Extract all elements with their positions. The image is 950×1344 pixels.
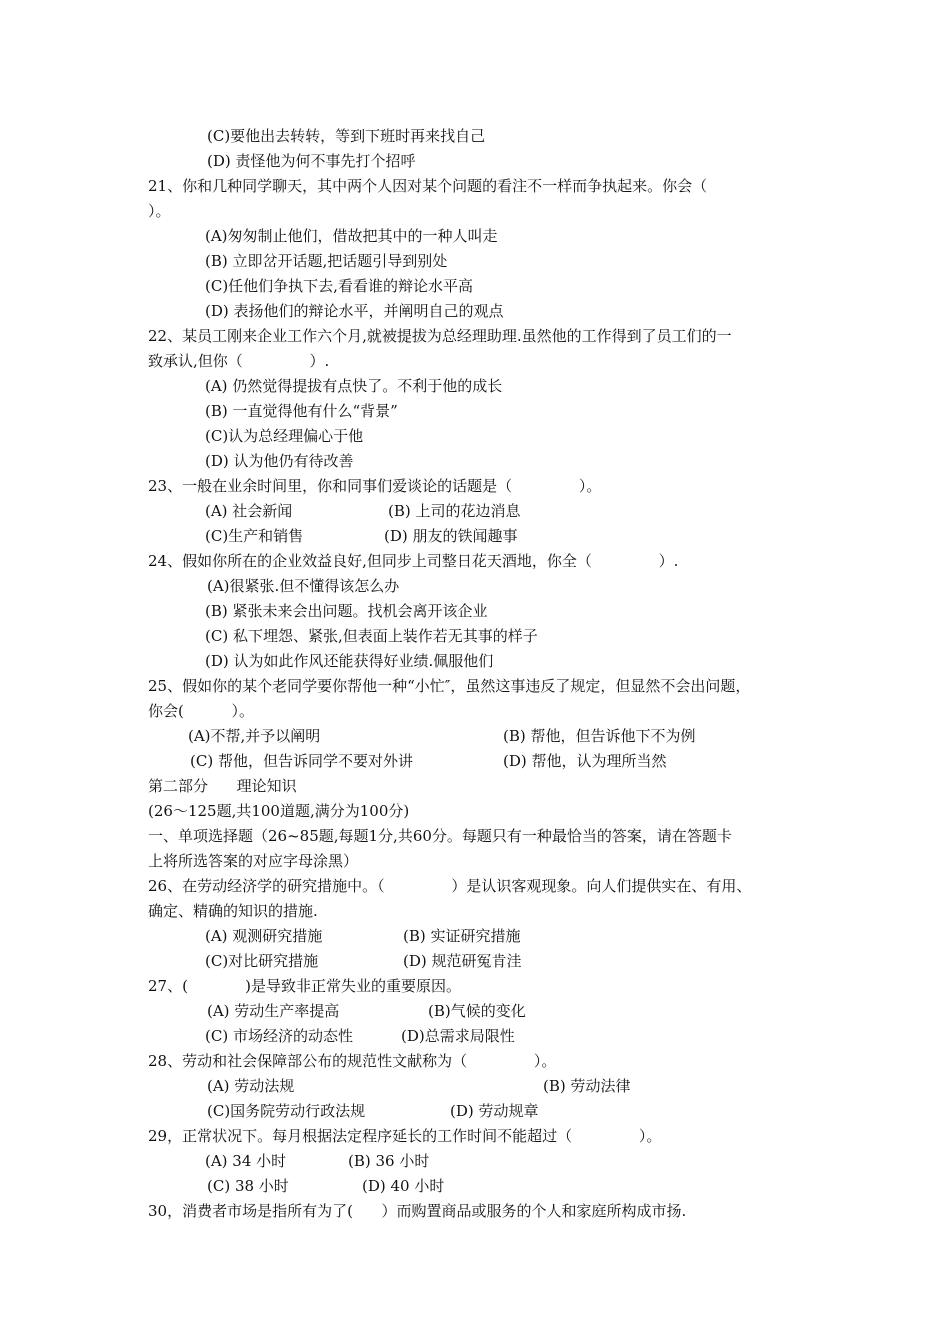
question-26-cont: 确定、精确的知识的措施. xyxy=(148,902,318,920)
question-24: 24、假如你所在的企业效益良好,但同步上司整日花天酒地，你全（ ）. xyxy=(148,552,679,570)
option-a: (A)很紧张.但不懂得该怎么办 xyxy=(207,577,400,595)
question-22: 22、某员工刚来企业工作六个月,就被提拔为总经理助理.虽然他的工作得到了员工们的一 xyxy=(148,327,732,345)
option-a: (A) 劳动生产率提高 xyxy=(207,1002,340,1020)
option-c: (C)生产和销售 xyxy=(205,527,304,545)
question-27: 27、( )是导致非正常失业的重要原因。 xyxy=(148,977,462,995)
question-28: 28、劳动和社会保障部公布的规范性文献称为（ ）。 xyxy=(148,1052,557,1070)
option-b: (B) 帮他，但告诉他下不为例 xyxy=(503,727,696,745)
option-b: (B) 立即岔开话题,把话题引导到别处 xyxy=(205,252,448,270)
question-21: 21、你和几种同学聊天，其中两个人因对某个问题的看注不一样而争执起来。你会（ xyxy=(148,177,708,195)
option-a: (A) 34 小时 xyxy=(205,1152,287,1170)
option-c: (C) 38 小时 xyxy=(207,1177,289,1195)
option-d: (D) 帮他，认为理所当然 xyxy=(503,752,667,770)
option-c: (C) 帮他，但告诉同学不要对外讲 xyxy=(190,752,413,770)
question-26: 26、在劳动经济学的研究措施中。（ ）是认识客观现象。向人们提供实在、有用、 xyxy=(148,877,752,895)
question-25: 25、假如你的某个老同学要你帮他一种“小忙″，虽然这事违反了规定，但显然不会出问题， xyxy=(148,677,751,695)
question-22-cont: 致承认,但你（ ）. xyxy=(148,352,330,370)
option-b: (B) 上司的花边消息 xyxy=(388,502,521,520)
question-25-cont: 你会( ）。 xyxy=(148,702,255,720)
option-b: (B) 劳动法律 xyxy=(543,1077,631,1095)
option-d: (D) 责怪他为何不事先打个招呼 xyxy=(207,152,416,170)
option-d: (D) 劳动规章 xyxy=(450,1102,539,1120)
option-c: (C)要他出去转转，等到下班时再来找自己 xyxy=(207,127,486,145)
option-c: (C)国务院劳动行政法规 xyxy=(207,1102,366,1120)
option-d: (D) 认为他仍有待改善 xyxy=(205,452,354,470)
option-a: (A) 观测研究措施 xyxy=(205,927,323,945)
option-d: (D) 认为如此作风还能获得好业绩.佩服他们 xyxy=(205,652,494,670)
subsection-heading: 一、单项选择题（26~85题,每题1分,共60分。每题只有一种最恰当的答案，请在答题卡 xyxy=(148,827,732,845)
option-a: (A) 劳动法规 xyxy=(207,1077,295,1095)
question-30: 30，消费者市场是指所有为了( ）而购置商品或服务的个人和家庭所构成市扬. xyxy=(148,1202,687,1220)
option-b: (B) 36 小时 xyxy=(348,1152,430,1170)
section-heading: 第二部分 理论知识 xyxy=(148,777,297,795)
option-a: (A)不帮,并予以阐明 xyxy=(188,727,321,745)
option-b: (B) 实证研究措施 xyxy=(403,927,521,945)
option-a: (A) 仍然觉得提拔有点快了。不利于他的成长 xyxy=(205,377,503,395)
question-29: 29，正常状况下。每月根据法定程序延长的工作时间不能超过（ ）。 xyxy=(148,1127,662,1145)
option-c: (C) 私下埋怨、紧张,但表面上装作若无其事的样子 xyxy=(205,627,538,645)
option-c: (C)对比研究措施 xyxy=(205,952,319,970)
option-a: (A)匆匆制止他们，借故把其中的一种人叫走 xyxy=(205,227,498,245)
option-d: (D)总需求局限性 xyxy=(401,1027,515,1045)
option-b: (B) 一直觉得他有什么“背景” xyxy=(205,402,398,420)
option-d: (D) 规范研冤肯洼 xyxy=(403,952,522,970)
question-23: 23、一般在业余时间里，你和同事们爱谈论的话题是（ ）。 xyxy=(148,477,602,495)
option-d: (D) 表扬他们的辩论水平，并阐明自己的观点 xyxy=(205,302,504,320)
option-b: (B)气候的变化 xyxy=(428,1002,526,1020)
option-c: (C)认为总经理偏心于他 xyxy=(205,427,364,445)
option-d: (D) 朋友的铁闻趣事 xyxy=(384,527,518,545)
section-note: (26～125题,共100道题,满分为100分) xyxy=(148,802,410,820)
option-c: (C) 市场经济的动态性 xyxy=(205,1027,353,1045)
option-d: (D) 40 小时 xyxy=(362,1177,445,1195)
question-21-cont: ）。 xyxy=(148,202,171,220)
option-b: (B) 紧张未来会出问题。找机会离开该企业 xyxy=(205,602,488,620)
option-a: (A) 社会新闻 xyxy=(205,502,293,520)
option-c: (C)任他们争执下去,看看谁的辩论水平高 xyxy=(205,277,473,295)
subsection-heading-cont: 上将所选答案的对应字母涂黑） xyxy=(148,852,359,870)
